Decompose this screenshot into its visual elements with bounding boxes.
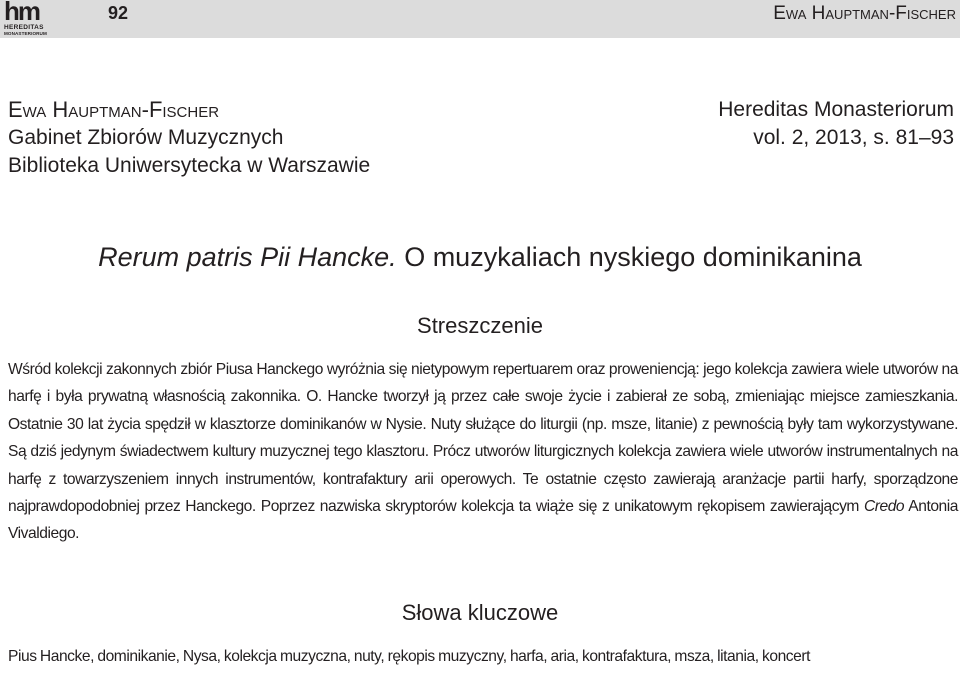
logo-line-2: MONASTERIORUM: [4, 31, 47, 36]
logo-line-1: HEREDITAS: [4, 24, 44, 31]
author-name: Ewa Hauptman-Fischer: [8, 97, 220, 122]
article-title: [0, 242, 960, 273]
running-head: Ewa Hauptman-Fischer: [773, 3, 956, 24]
title-rest: O muzykaliach nyskiego dominikanina: [396, 242, 862, 272]
journal-volume: vol. 2, 2013, s. 81–93: [753, 126, 954, 149]
abstract-ending: Antonia Vivaldiego.: [8, 498, 959, 543]
author-unit: Gabinet Zbiorów Muzycznych: [8, 126, 284, 149]
author-affiliation: [8, 96, 370, 180]
keywords-heading: Słowa kluczowe: [401, 600, 559, 625]
page-header: [0, 0, 960, 38]
journal-name: Hereditas Monasteriorum: [718, 98, 954, 121]
keywords-text: Pius Hancke, dominikanie, Nysa, kolekcja muzyczna, nuty, rękopis muzyczny, harfa, aria, kontrafaktura, msza, litania, koncert: [8, 648, 810, 665]
journal-citation: [718, 96, 954, 152]
abstract-body: Wśród kolekcji zakonnych zbiór Piusa Hanckego wyróżnia się nietypowym repertuarem oraz proweniencją: jego kolekcja zawiera wiele utworów na harfę i była prywatną własnością zakonnika. O. Hancke tworzył ją przez całe swoje życie i zabierał ze sobą, zmieniając miejsce zamieszkania. Ostatnie 30 lat życia spędził w klasztorze dominikanów w Nysie. Nuty służące do liturgii (np. msze, litanie) z pewnością były tam wykorzystywane. Są dziś jedynym świadectwem kultury muzycznej tego klasztoru. Prócz utworów liturgicznych kolekcja zawiera wiele utworów instrumentalnych na harfę z towarzyszeniem innych instrumentów, kontrafaktury arii operowych. Te ostatnie często zawierają aranżacje partii harfy, sporządzone najprawdopodobniej przez Hanckego. Poprzez nazwiska skryptorów kolekcja ta wiąże się z unikatowym rękopisem zawierającym: [8, 361, 958, 516]
page-number: 92: [108, 3, 129, 23]
title-italic: Rerum patris Pii Hancke.: [98, 242, 397, 272]
abstract-heading: Streszczenie: [417, 313, 543, 338]
author-institution: Biblioteka Uniwersytecka w Warszawie: [8, 154, 371, 177]
abstract-italic-word: Credo: [863, 498, 905, 516]
journal-logo: [4, 2, 60, 36]
abstract-text: [8, 356, 958, 548]
logo-mark: hm: [4, 0, 39, 26]
